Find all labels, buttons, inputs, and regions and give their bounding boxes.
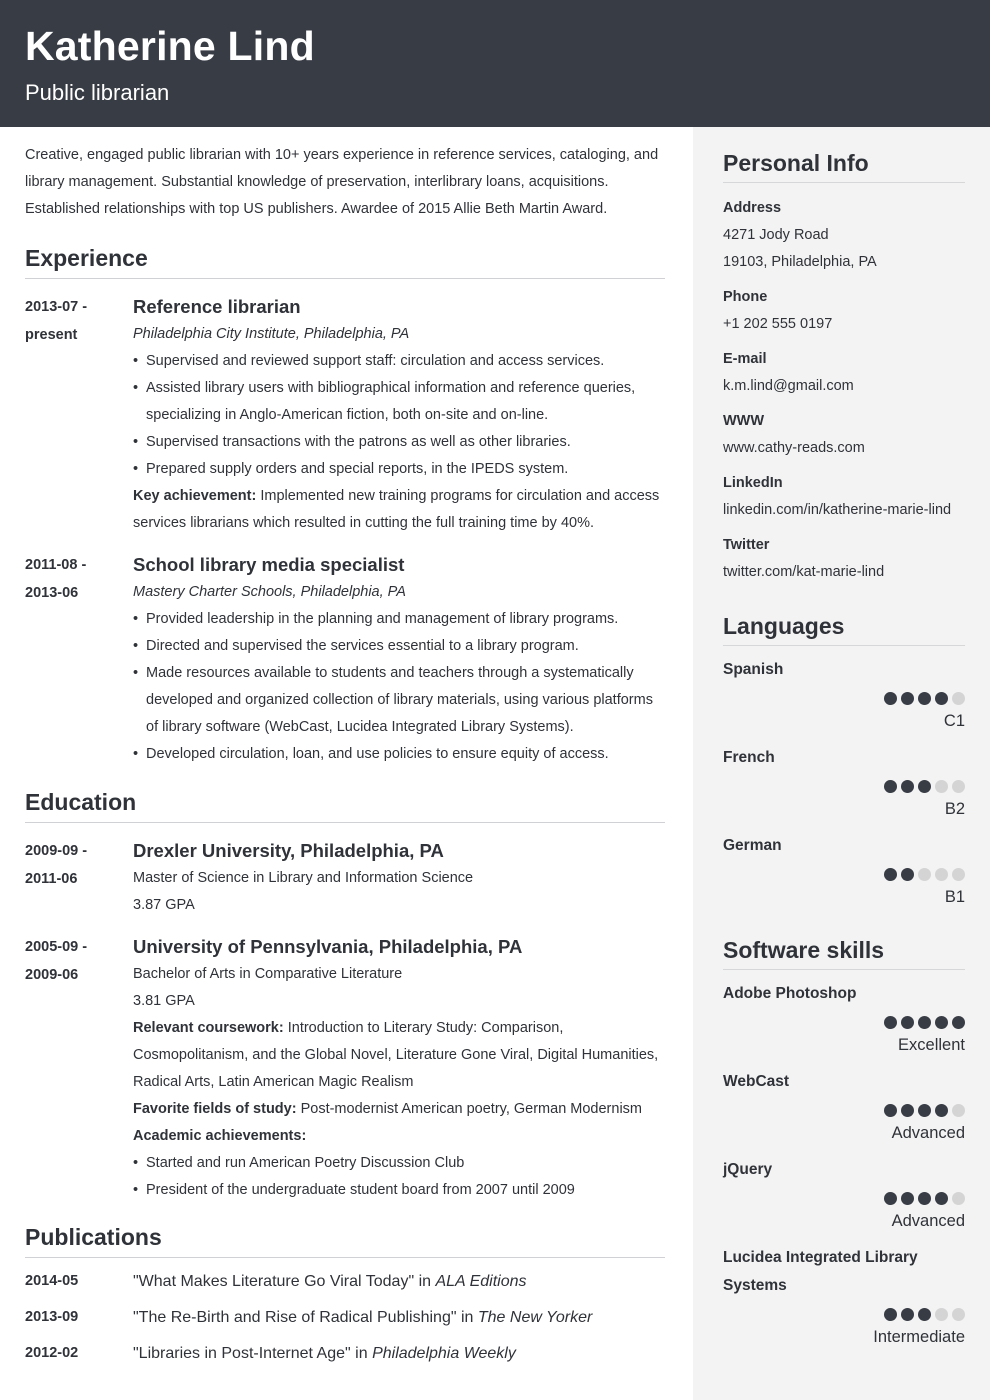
publication-venue: Philadelphia Weekly	[372, 1345, 516, 1362]
date-end: 2011-06	[25, 871, 78, 887]
date-end: 2013-06	[25, 585, 79, 601]
job-title: Reference librarian	[133, 296, 301, 317]
rating-dot-filled	[935, 1104, 948, 1117]
language-name: German	[723, 837, 782, 854]
rating-dot-empty	[952, 780, 965, 793]
job-bullets	[133, 348, 665, 483]
publication-date: 2012-02	[25, 1345, 79, 1361]
degree: Master of Science in Library and Information Science	[133, 870, 474, 886]
list-item: • Provided leadership in the planning and management of library programs.	[133, 606, 665, 633]
software-level: Intermediate	[873, 1328, 965, 1346]
candidate-name: Katherine Lind	[25, 23, 315, 69]
language-item	[723, 656, 965, 734]
rating-dot-empty	[952, 692, 965, 705]
key-achievement-text: Implemented new training programs for circulation and access services librarians which resulted in cutting the full training time by 40%.	[133, 488, 660, 531]
publication-in: in	[418, 1273, 432, 1290]
software-name: jQuery	[723, 1161, 773, 1178]
rating-dot-filled	[918, 1104, 931, 1117]
language-item	[723, 744, 965, 822]
rating-dot-filled	[901, 868, 914, 881]
main-column	[25, 142, 665, 1368]
rating-dot-empty	[952, 1104, 965, 1117]
publication-in: in	[355, 1345, 368, 1362]
rating-dots	[723, 688, 965, 708]
education-section	[25, 788, 665, 1204]
phone-label: Phone	[723, 289, 768, 305]
rating-dot-filled	[901, 692, 914, 705]
software-item	[723, 1244, 965, 1350]
gpa: 3.87 GPA	[133, 897, 195, 913]
coursework	[133, 1015, 665, 1096]
publication-date: 2014-05	[25, 1273, 79, 1289]
linkedin-value[interactable]: linkedin.com/in/katherine-marie-lind	[723, 502, 952, 518]
job-title: School library media specialist	[133, 554, 405, 575]
software-section	[723, 934, 965, 1350]
phone-value: +1 202 555 0197	[723, 316, 833, 332]
rating-dot-filled	[918, 1016, 931, 1029]
summary: Creative, engaged public librarian with 10+ years experience in reference services, cataloging, and library management. Substantial knowledge of preservation, interlibrary loans, acquisitions. Established relationships with top US publishers. Awardee of 2015 Allie Beth Martin Award.	[25, 147, 659, 217]
list-item: • Developed circulation, loan, and use policies to ensure equity of access.	[133, 741, 665, 768]
date-end: 2009-06	[25, 967, 79, 983]
software-title: Software skills	[723, 934, 965, 970]
publication-title: "Libraries in Post-Internet Age"	[133, 1345, 351, 1362]
experience-entry	[25, 293, 665, 537]
rating-dot-filled	[918, 780, 931, 793]
achievements-label: Academic achievements:	[133, 1128, 307, 1144]
software-name: Adobe Photoshop	[723, 985, 857, 1002]
rating-dot-filled	[935, 1192, 948, 1205]
rating-dot-filled	[884, 1192, 897, 1205]
list-item: • Directed and supervised the services essential to a library program.	[133, 633, 665, 660]
rating-dot-empty	[935, 868, 948, 881]
rating-dots	[723, 1012, 965, 1032]
software-item	[723, 980, 965, 1058]
candidate-role: Public librarian	[25, 80, 170, 105]
publication-in: in	[460, 1309, 474, 1326]
education-entry	[25, 837, 665, 919]
language-name: French	[723, 749, 775, 766]
rating-dot-empty	[935, 1308, 948, 1321]
job-org: Mastery Charter Schools, Philadelphia, PA	[133, 584, 406, 600]
languages-section	[723, 610, 965, 910]
twitter-label: Twitter	[723, 537, 770, 553]
education-entry	[25, 933, 665, 1204]
date-start: 2005-09 -	[25, 939, 88, 955]
email-value[interactable]: k.m.lind@gmail.com	[723, 378, 854, 394]
rating-dots	[723, 864, 965, 884]
rating-dot-filled	[901, 1308, 914, 1321]
www-value[interactable]: www.cathy-reads.com	[723, 440, 865, 456]
entry-date	[25, 837, 133, 919]
address-line1: 4271 Jody Road	[723, 227, 829, 243]
language-level: C1	[943, 712, 965, 730]
key-achievement	[133, 483, 665, 537]
www-label: WWW	[723, 413, 765, 429]
publications-section	[25, 1223, 665, 1368]
personal-info-section	[723, 147, 965, 586]
achievement-bullets	[133, 1150, 665, 1204]
school-title: University of Pennsylvania, Philadelphia, PA	[133, 936, 523, 957]
experience-entry	[25, 551, 665, 768]
language-level: B2	[944, 800, 965, 818]
software-name: WebCast	[723, 1073, 790, 1090]
date-start: 2013-07 -	[25, 299, 88, 315]
linkedin-label: LinkedIn	[723, 475, 783, 491]
coursework-text: Introduction to Literary Study: Comparison, Cosmopolitanism, and the Global Novel, Literature Gone Viral, Digital Humanities, Radical Arts, Latin American Magic Realism	[133, 1020, 659, 1090]
job-bullets	[133, 606, 665, 768]
list-item: • Supervised transactions with the patrons as well as other libraries.	[133, 429, 665, 456]
address-line2: 19103, Philadelphia, PA	[723, 254, 877, 270]
rating-dot-filled	[935, 1016, 948, 1029]
favorite-fields	[133, 1096, 665, 1123]
software-item	[723, 1156, 965, 1234]
language-name: Spanish	[723, 661, 784, 678]
entry-date	[25, 551, 133, 768]
rating-dot-filled	[901, 780, 914, 793]
publications-title: Publications	[25, 1223, 665, 1258]
rating-dot-filled	[884, 868, 897, 881]
entry-date	[25, 933, 133, 1204]
publication-item	[25, 1339, 665, 1368]
list-item: • Started and run American Poetry Discussion Club	[133, 1150, 665, 1177]
software-name: Lucidea Integrated Library Systems	[723, 1249, 918, 1294]
rating-dot-filled	[884, 1016, 897, 1029]
rating-dot-filled	[901, 1016, 914, 1029]
rating-dot-filled	[918, 692, 931, 705]
publication-venue: The New Yorker	[477, 1309, 593, 1326]
rating-dot-filled	[884, 1308, 897, 1321]
rating-dot-filled	[884, 1104, 897, 1117]
date-end: present	[25, 327, 78, 343]
degree: Bachelor of Arts in Comparative Literature	[133, 966, 403, 982]
list-item: • Supervised and reviewed support staff: circulation and access services.	[133, 348, 665, 375]
date-start: 2009-09 -	[25, 843, 88, 859]
fields-text: Post-modernist American poetry, German Modernism	[300, 1101, 643, 1117]
experience-section	[25, 244, 665, 768]
rating-dots	[723, 1304, 965, 1324]
job-org: Philadelphia City Institute, Philadelphia, PA	[133, 326, 410, 342]
rating-dot-filled	[918, 1192, 931, 1205]
publication-date: 2013-09	[25, 1309, 79, 1325]
languages-title: Languages	[723, 610, 965, 646]
list-item: • Prepared supply orders and special reports, in the IPEDS system.	[133, 456, 665, 483]
entry-date	[25, 293, 133, 537]
school-title: Drexler University, Philadelphia, PA	[133, 840, 444, 861]
rating-dot-empty	[952, 1192, 965, 1205]
rating-dots	[723, 1188, 965, 1208]
rating-dot-empty	[952, 1308, 965, 1321]
rating-dot-empty	[952, 868, 965, 881]
publication-item	[25, 1303, 665, 1332]
software-level: Advanced	[891, 1212, 965, 1230]
publication-title: "What Makes Literature Go Viral Today"	[133, 1273, 415, 1290]
sidebar	[693, 127, 990, 1400]
twitter-value[interactable]: twitter.com/kat-marie-lind	[723, 564, 885, 580]
list-item: • Made resources available to students and teachers through a systematically developed and organized collection of library materials, using various platforms of library software (WebCast, Lucidea Integrated Library Systems).	[133, 660, 665, 741]
publication-item	[25, 1267, 665, 1296]
email-label: E-mail	[723, 351, 767, 367]
list-item: • President of the undergraduate student board from 2007 until 2009	[133, 1177, 665, 1204]
software-level: Excellent	[898, 1036, 965, 1054]
resume-header	[0, 0, 990, 127]
coursework-label: Relevant coursework:	[133, 1020, 284, 1036]
list-item: • Assisted library users with bibliographical information and reference queries, specializing in Anglo-American fiction, both on-site and on-line.	[133, 375, 665, 429]
publication-title: "The Re-Birth and Rise of Radical Publishing"	[133, 1309, 457, 1326]
software-level: Advanced	[891, 1124, 965, 1142]
rating-dot-filled	[901, 1104, 914, 1117]
language-item	[723, 832, 965, 910]
gpa: 3.81 GPA	[133, 993, 195, 1009]
fields-label: Favorite fields of study:	[133, 1101, 297, 1117]
education-title: Education	[25, 788, 665, 823]
personal-info-title: Personal Info	[723, 147, 965, 183]
publication-venue: ALA Editions	[435, 1273, 527, 1290]
rating-dot-filled	[918, 1308, 931, 1321]
software-item	[723, 1068, 965, 1146]
experience-title: Experience	[25, 244, 665, 279]
rating-dot-empty	[935, 780, 948, 793]
rating-dot-filled	[901, 1192, 914, 1205]
address-label: Address	[723, 200, 782, 216]
rating-dot-filled	[935, 692, 948, 705]
rating-dot-empty	[918, 868, 931, 881]
rating-dots	[723, 1100, 965, 1120]
rating-dot-filled	[884, 780, 897, 793]
language-level: B1	[944, 888, 965, 906]
key-achievement-label: Key achievement:	[133, 488, 257, 504]
rating-dots	[723, 776, 965, 796]
rating-dot-filled	[884, 692, 897, 705]
rating-dot-filled	[952, 1016, 965, 1029]
date-start: 2011-08 -	[25, 557, 87, 573]
